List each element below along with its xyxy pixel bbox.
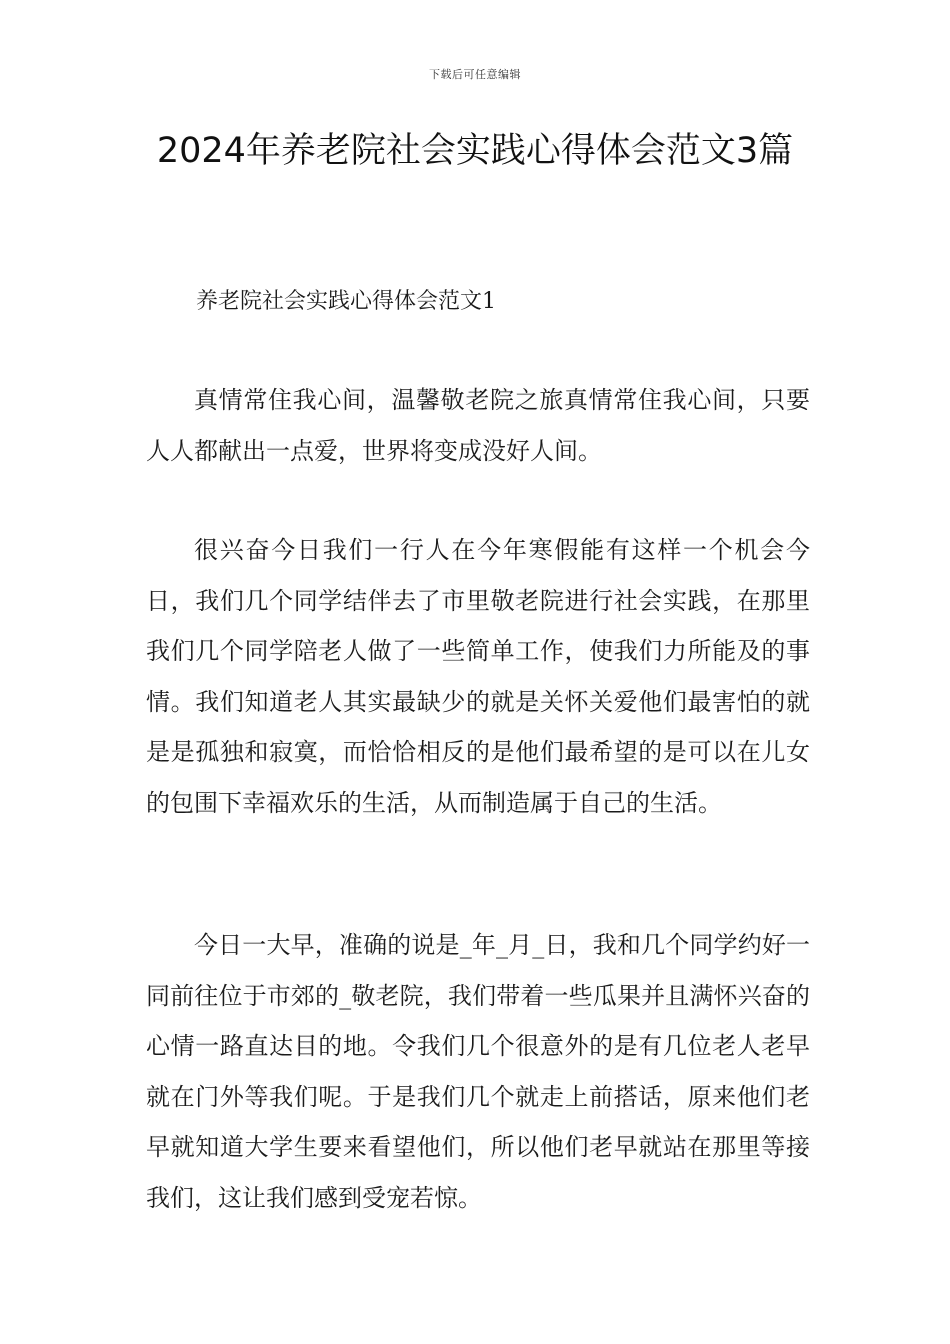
paragraph-2: 很兴奋今日我们一行人在今年寒假能有这样一个机会今日，我们几个同学结伴去了市里敬老院进行社会实践，在那里我们几个同学陪老人做了一些简单工作，使我们力所能及的事情。我们知道老人其实最缺少的就是关怀关爱他们最害怕的就是是孤独和寂寞，而恰恰相反的是他们最希望的是可以在儿女的包围下幸福欢乐的生活，从而制造属于自己的生活。: [146, 536, 810, 817]
document-title: 2024年养老院社会实践心得体会范文3篇: [156, 131, 794, 171]
header-note: 下载后可任意编辑: [429, 68, 521, 81]
paragraph-3: 今日一大早，准确的说是_年_月_日，我和几个同学约好一同前往位于市郊的_敬老院，我们带着一些瓜果并且满怀兴奋的心情一路直达目的地。令我们几个很意外的是有几位老人老早就在门外等我们呢。于是我们几个就走上前搭话，原来他们老早就知道大学生要来看望他们，所以他们老早就站在那里等接我们，这让我们感到受宠若惊。: [146, 931, 810, 1212]
paragraph-1: 真情常住我心间，温馨敬老院之旅真情常住我心间，只要人人都献出一点爱，世界将变成没好人间。: [146, 386, 810, 465]
section-heading: 养老院社会实践心得体会范文1: [196, 289, 496, 314]
